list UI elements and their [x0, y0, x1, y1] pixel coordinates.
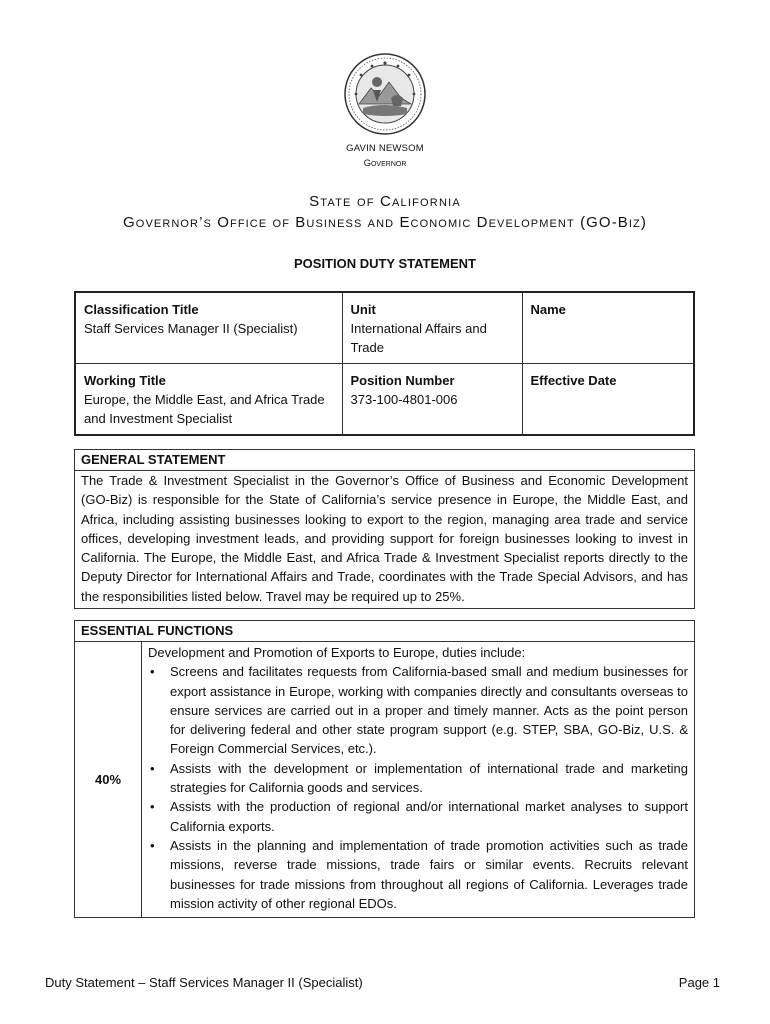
- state-heading: State of California: [309, 193, 461, 210]
- bullet-icon: •: [150, 760, 155, 776]
- position-info-table: [74, 291, 695, 436]
- duties-intro: Development and Promotion of Exports to Europe, duties include:: [148, 645, 526, 660]
- governor-name: GAVIN NEWSOM: [346, 143, 424, 154]
- bullet-icon: •: [150, 799, 155, 815]
- footer-left-text: Duty Statement – Staff Services Manager II (Specialist): [45, 975, 363, 990]
- working-title-value: Europe, the Middle East, and Africa Trade and Investment Specialist: [84, 392, 325, 426]
- duty-text: Assists with the production of regional and/or international market analyses to support California exports.: [170, 799, 688, 834]
- general-statement-text: The Trade & Investment Specialist in the Governor’s Office of Business and Economic Development (GO-Biz) is responsible for the State of California’s service presence in Europe, the Middle East, and Africa, including assisting businesses looking to export to the region, managing area trade and service offices, developing investment leads, and providing support for foreign businesses looking to invest in California. The Europe, the Middle East, and Africa Trade & Investment Specialist reports directly to the Deputy Director for International Affairs and Trade, coordinates with the Trade Special Advisors, and has the responsibilities listed below. Travel may be required up to 25%.: [81, 473, 688, 604]
- governor-title: Governor: [363, 158, 407, 169]
- duty-text: Screens and facilitates requests from California-based small and medium businesses for export assistance in Europe, working with companies directly and consultants overseas to ensure services are carried out in a proper and timely manner. Acts as the point person for delivering federal and other state program support (e.g. STEP, SBA, GO-Biz, U.S. & Foreign Commercial Services, etc.).: [170, 664, 688, 757]
- working-title-cell: [75, 364, 342, 436]
- unit-value: International Affairs and Trade: [350, 321, 487, 355]
- duties-list: [148, 662, 688, 913]
- percent-cell: 40%: [75, 642, 142, 917]
- effective-date-cell: [522, 364, 694, 436]
- classification-value: Staff Services Manager II (Specialist): [84, 321, 298, 336]
- list-item: [148, 662, 688, 758]
- position-number-cell: [342, 364, 522, 436]
- position-number-label: Position Number: [350, 373, 455, 388]
- classification-cell: [75, 292, 342, 364]
- list-item: [148, 836, 688, 913]
- unit-cell: [342, 292, 522, 364]
- essential-functions-section: [74, 620, 695, 918]
- duties-cell: [142, 642, 694, 917]
- office-heading: Governor’s Office of Business and Economic Development (GO-Biz): [123, 214, 647, 231]
- essential-function-row: [75, 642, 694, 917]
- name-label: Name: [530, 302, 566, 317]
- classification-label: Classification Title: [84, 302, 199, 317]
- working-title-label: Working Title: [84, 373, 166, 388]
- duty-text: Assists with the development or implementation of international trade and marketing strategies for California goods and services.: [170, 760, 688, 796]
- state-seal-icon: [343, 52, 427, 136]
- list-item: [148, 759, 688, 798]
- position-number-value: 373-100-4801-006: [350, 392, 458, 407]
- essential-functions-heading: ESSENTIAL FUNCTIONS: [75, 621, 694, 642]
- effective-date-label: Effective Date: [530, 373, 617, 388]
- general-statement-heading: GENERAL STATEMENT: [75, 450, 694, 471]
- unit-label: Unit: [350, 302, 376, 317]
- bullet-icon: •: [150, 664, 155, 680]
- page-number: Page 1: [678, 975, 720, 990]
- list-item: [148, 797, 688, 836]
- bullet-icon: •: [150, 837, 155, 853]
- duty-text: Assists in the planning and implementation of trade promotion activities such as trade missions, reverse trade missions, trade fairs or similar events. Recruits relevant businesses for trade missions from throughout all regions of California. Leverages trade mission activity of other regional EDOs.: [170, 837, 688, 911]
- document-title: POSITION DUTY STATEMENT: [293, 256, 476, 271]
- general-statement-section: [74, 449, 695, 609]
- name-cell: [522, 292, 694, 364]
